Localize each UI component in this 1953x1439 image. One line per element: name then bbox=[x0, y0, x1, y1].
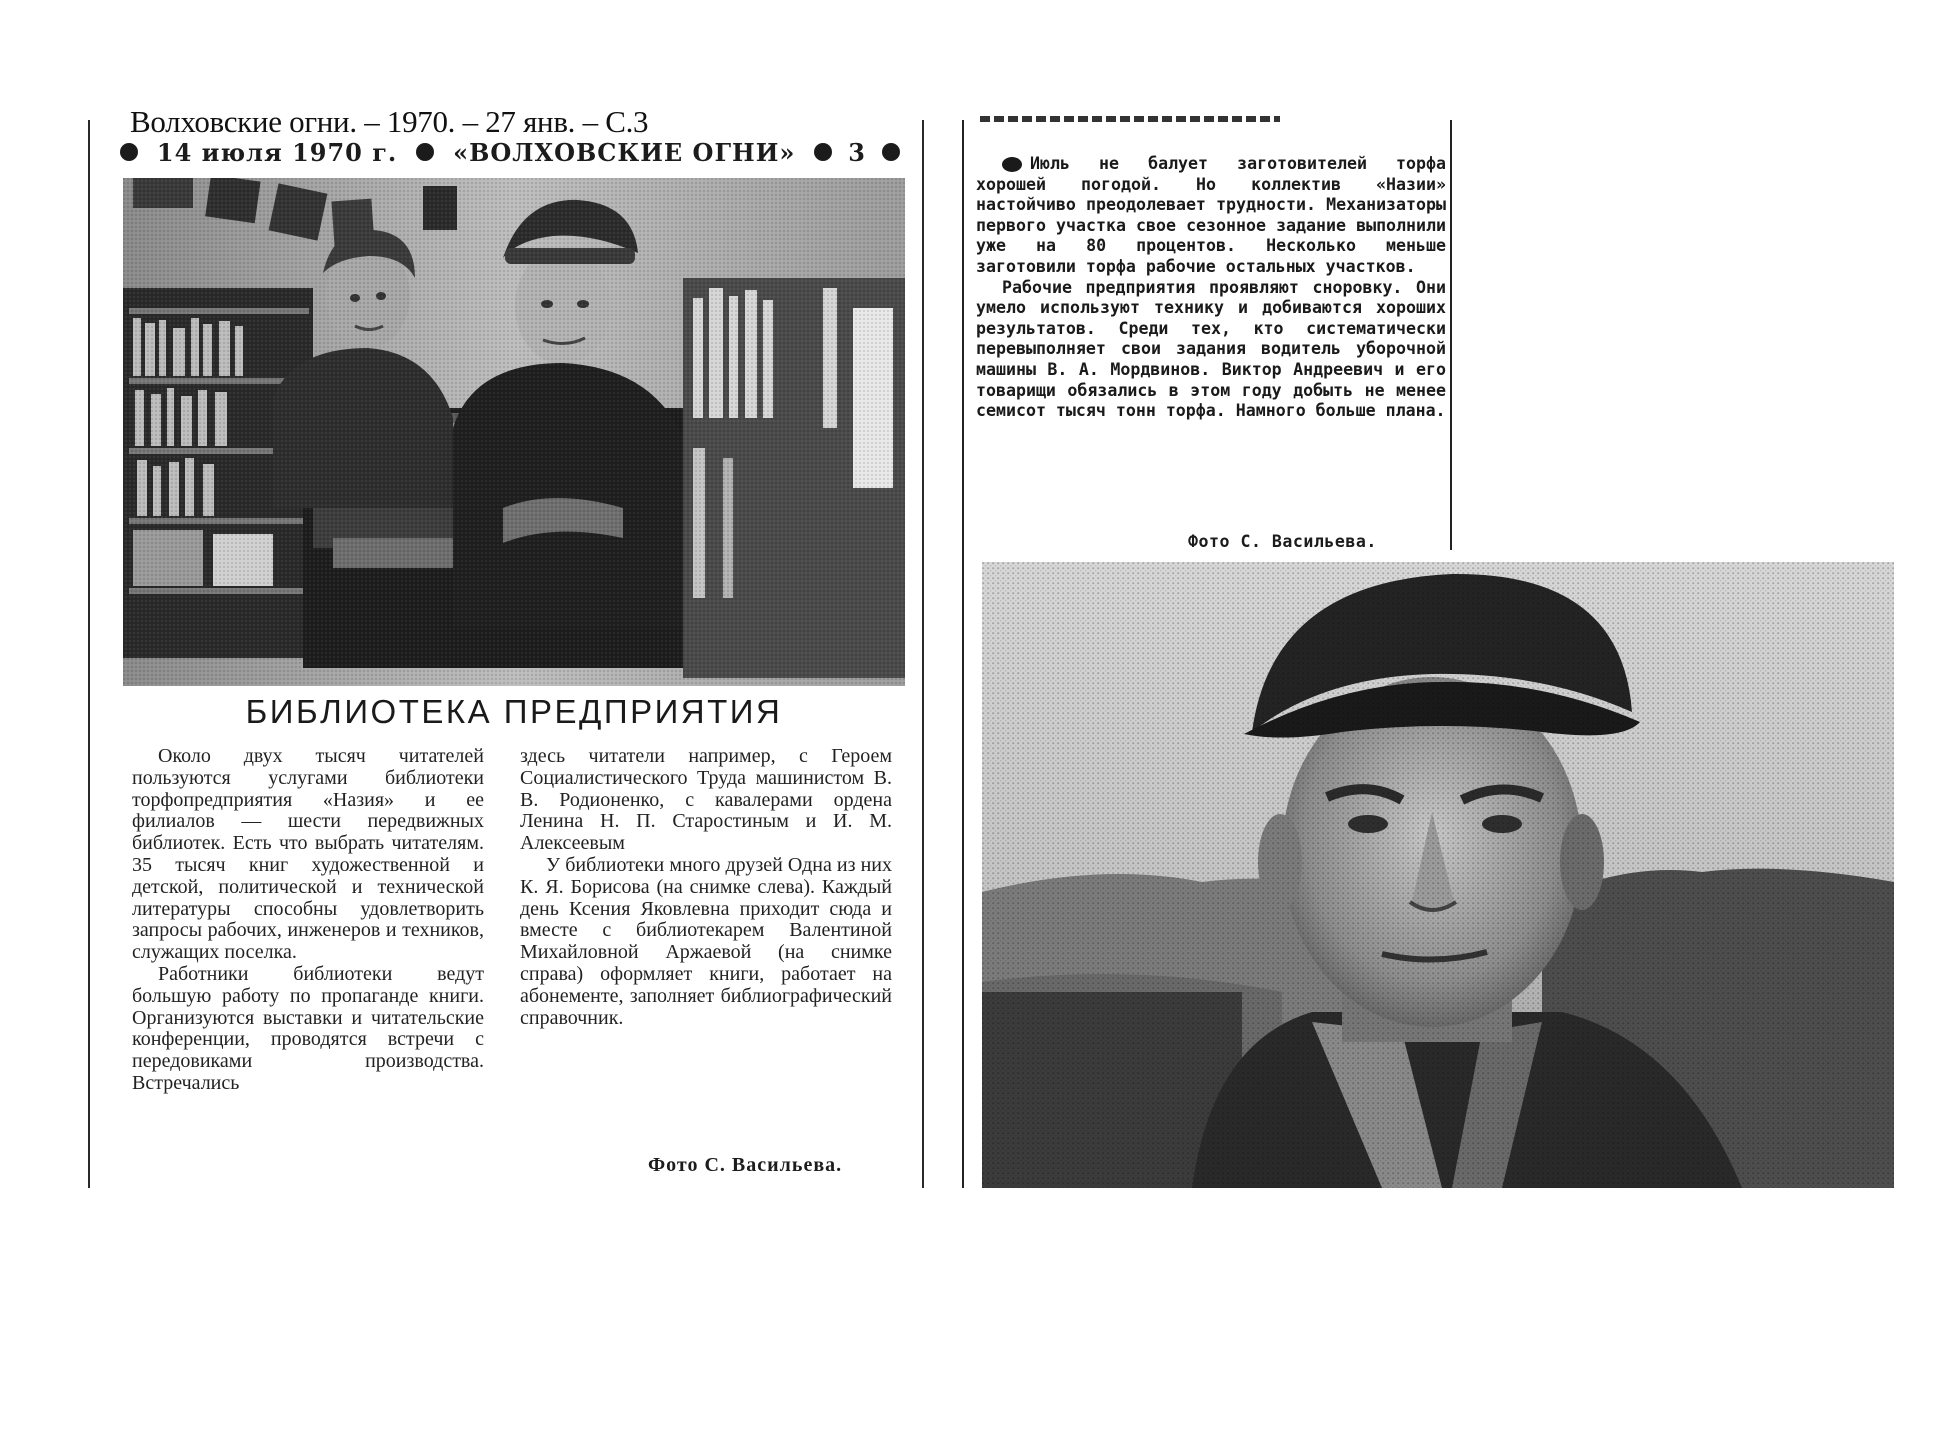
bullet-dot-icon bbox=[1002, 157, 1022, 172]
bullet-dot-icon bbox=[416, 143, 434, 161]
article-paragraph: здесь читатели например, с Героем Социалистического Труда машинистом В. В. Родионенко, с кавалерами ордена Ленина Н. П. Старостиным и И. М. Алексеевым bbox=[520, 745, 892, 855]
source-citation: Волховские огни. – 1970. – 27 янв. – С.3 bbox=[130, 104, 649, 139]
left-border-rule bbox=[962, 120, 964, 1188]
note-paragraph: Июль не балует заготовителей торфа хорошей погодой. Но коллектив «Назии» настойчиво преодолевает трудности. Механизаторы первого участка свое сезонное задание выполнили уже на 80 процентов. Несколько меньше заготовили торфа рабочие остальных участков. bbox=[976, 154, 1446, 276]
issue-date: 14 июля 1970 г. bbox=[156, 137, 398, 167]
bullet-dot-icon bbox=[882, 143, 900, 161]
text-border-rule bbox=[1450, 120, 1452, 550]
article-paragraph: Около двух тысяч читателей пользуются услугами библиотеки торфопредприятия «Назия» и ее филиалов — шести передвижных библиотек. Есть что выбрать читателям. 35 тысяч книг художественной и детской, политической и технической литературы способны удовлетворить запросы рабочих, инженеров и техников, служащих поселка. bbox=[132, 745, 484, 964]
article-column-1 bbox=[132, 746, 484, 1095]
article-headline: БИБЛИОТЕКА ПРЕДПРИЯТИЯ bbox=[245, 693, 783, 730]
news-note-text bbox=[976, 154, 1446, 422]
newspaper-masthead bbox=[120, 134, 900, 170]
clipping-top-border bbox=[980, 116, 1280, 122]
newspaper-name: «ВОЛХОВСКИЕ ОГНИ» bbox=[453, 137, 796, 167]
left-border-rule bbox=[88, 120, 90, 1188]
article-paragraph: Работники библиотеки ведут большую работу по пропаганде книги. Организуются выставки и читательские конференции, проводятся встречи с передовиками производства. Встречались bbox=[132, 962, 484, 1094]
note-paragraph: Рабочие предприятия проявляют сноровку. Они умело используют технику и добиваются хороших результатов. Среди тех, кто систематически перевыполняет свои задания водитель уборочной машины В. А. Мордвинов. Виктор Андреевич и его товарищи обязались в этом году добыть не менее семисот тысяч тонн торфа. Намного больше плана. bbox=[976, 277, 1446, 421]
library-photo bbox=[123, 178, 905, 686]
page-number: 3 bbox=[848, 137, 866, 167]
bullet-dot-icon bbox=[814, 143, 832, 161]
worker-portrait-photo bbox=[982, 562, 1894, 1188]
library-photo-illustration bbox=[123, 178, 905, 686]
article-column-2 bbox=[520, 746, 892, 1029]
bullet-dot-icon bbox=[120, 143, 138, 161]
worker-portrait-illustration bbox=[982, 562, 1894, 1188]
right-border-rule bbox=[922, 120, 924, 1188]
photo-credit: Фото С. Васильева. bbox=[1188, 532, 1377, 551]
photo-credit: Фото С. Васильева. bbox=[648, 1154, 843, 1176]
article-paragraph: У библиотеки много друзей Одна из них К. Я. Борисова (на снимке слева). Каждый день Ксения Яковлевна приходит сюда и вместе с библиотекарем Валентиной Михайловной Аржаевой (на снимке справа) оформляет книги, работает на абонементе, заполняет библиографический справочник. bbox=[520, 853, 892, 1029]
